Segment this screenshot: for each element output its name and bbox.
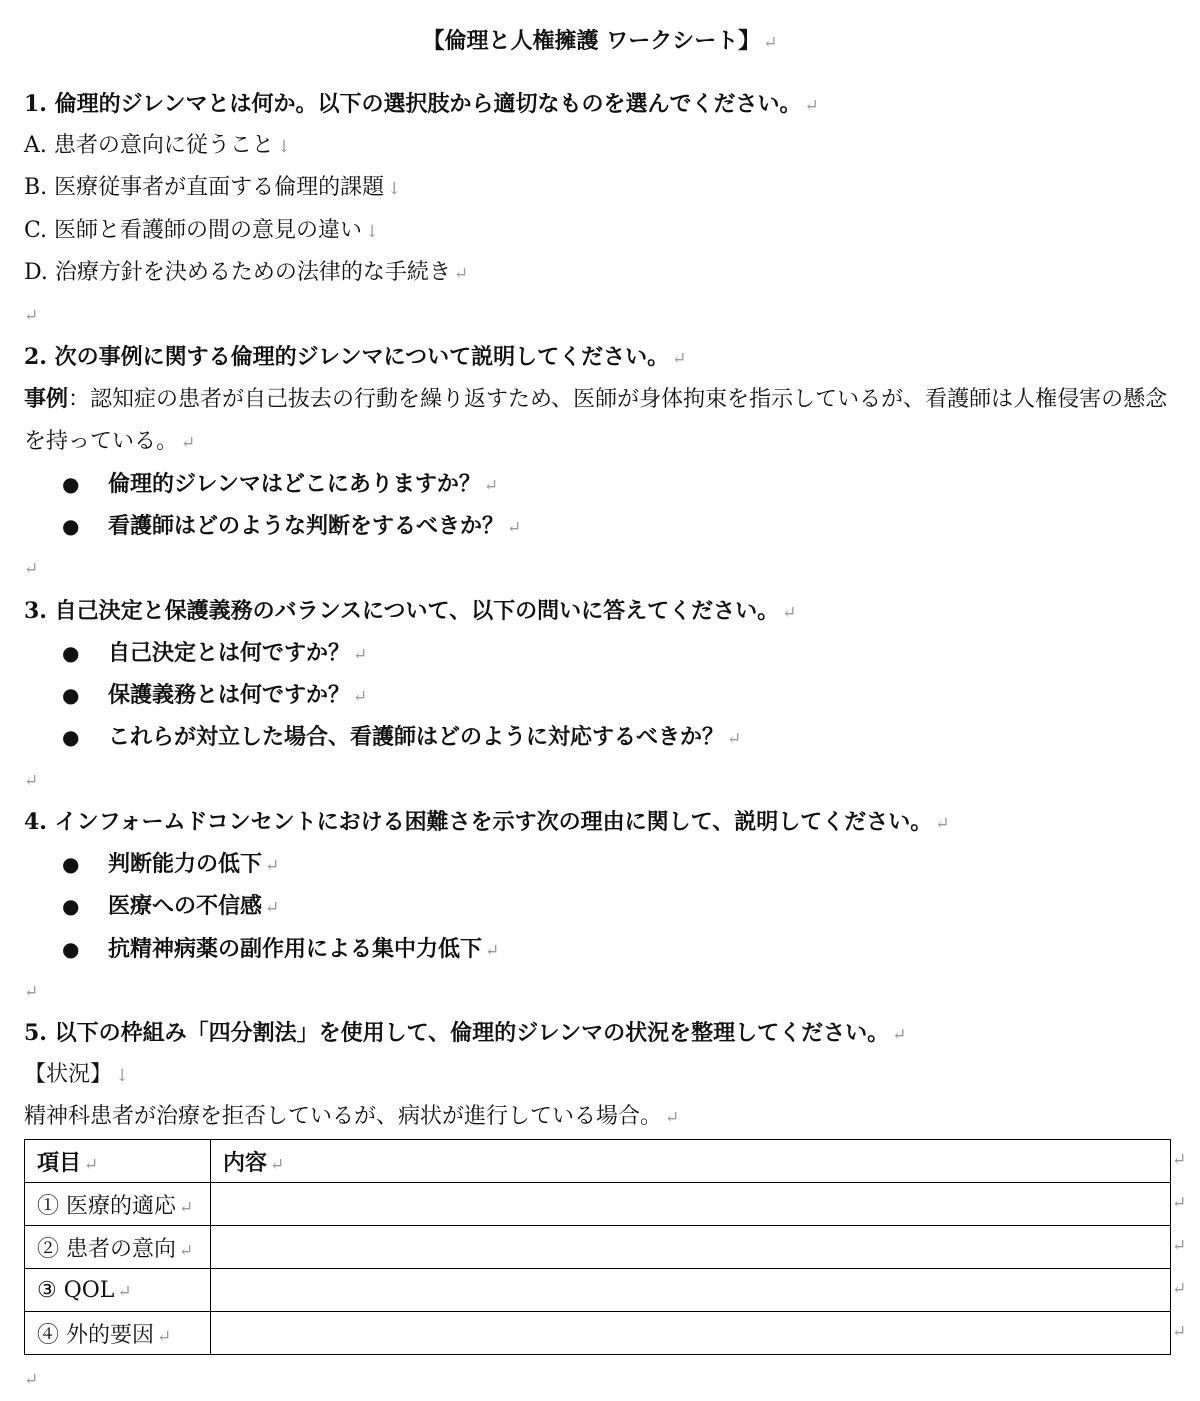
question-2-heading: 2. 次の事例に関する倫理的ジレンマについて説明してください。 ↵ [24, 344, 687, 370]
q4-bullet: ● 医療への不信感 ↵ [62, 893, 280, 919]
row-end-mark: ↵ [1172, 1236, 1187, 1256]
q1-option-a: A. 患者の意向に従うこと ↓ [24, 133, 292, 158]
question-1-heading: 1. 倫理的ジレンマとは何か。以下の選択肢から適切なものを選んでください。 ↵ [24, 91, 819, 117]
q4-bullet: ● 判断能力の低下 ↵ [62, 851, 280, 877]
table-row [25, 1312, 1171, 1355]
row-end-mark: ↵ [1172, 1150, 1187, 1170]
table-row [25, 1226, 1171, 1269]
row-end-mark: ↵ [1172, 1322, 1187, 1342]
empty-paragraph: ↵ [24, 771, 39, 791]
question-4-heading: 4. インフォームドコンセントにおける困難さを示す次の理由に関して、説明してください。 ↵ [24, 809, 950, 835]
empty-paragraph: ↵ [24, 982, 39, 1002]
q2-case: 事例：認知症の患者が自己抜去の行動を繰り返すため、医師が身体拘束を指示しているが、看護師は人権侵害の懸念を持っている。 ↵ [24, 386, 1168, 454]
table-row-label: ② 患者の意向 ↵ [25, 1226, 211, 1269]
q2-bullet: ● 倫理的ジレンマはどこにありますか？ ↵ [62, 471, 499, 497]
q1-option-b: B. 医療従事者が直面する倫理的課題 ↓ [24, 175, 402, 200]
page-title: 【倫理と人権擁護 ワークシート】 ↵ [422, 28, 778, 54]
q3-bullet: ● 保護義務とは何ですか？ ↵ [62, 682, 368, 708]
row-end-mark: ↵ [1172, 1279, 1187, 1299]
empty-paragraph: ↵ [24, 1370, 39, 1390]
q3-bullet: ● これらが対立した場合、看護師はどのように対応するべきか？ ↵ [62, 724, 742, 750]
table-input-cell[interactable] [211, 1312, 1171, 1355]
empty-paragraph: ↵ [24, 306, 39, 326]
table-input-cell[interactable] [211, 1183, 1171, 1226]
q1-option-d: D. 治療方針を決めるための法律的な手続き ↵ [24, 260, 469, 285]
table-row [25, 1269, 1171, 1312]
row-end-mark: ↵ [1172, 1193, 1187, 1213]
question-3-heading: 3. 自己決定と保護義務のバランスについて、以下の問いに答えてください。 ↵ [24, 598, 797, 624]
q2-bullet: ● 看護師はどのような判断をするべきか？ ↵ [62, 513, 522, 539]
four-box-table [24, 1139, 1171, 1355]
table-row-label: ④ 外的要因 ↵ [25, 1312, 211, 1355]
table-header-cell: 内容 ↵ [211, 1140, 1171, 1183]
table-input-cell[interactable] [211, 1226, 1171, 1269]
situation-text: 精神科患者が治療を拒否しているが、病状が進行している場合。 ↵ [24, 1104, 680, 1129]
q4-bullet: ● 抗精神病薬の副作用による集中力低下 ↵ [62, 936, 500, 962]
table-row [25, 1183, 1171, 1226]
q1-option-c: C. 医師と看護師の間の意見の違い ↓ [24, 218, 380, 243]
case-label: 事例 [24, 386, 69, 412]
table-row-label: ③ QOL ↵ [25, 1269, 211, 1312]
situation-label: 【状況】 ↓ [24, 1062, 130, 1087]
q3-bullet: ● 自己決定とは何ですか？ ↵ [62, 640, 368, 666]
empty-paragraph: ↵ [24, 559, 39, 579]
question-5-heading: 5. 以下の枠組み「四分割法」を使用して、倫理的ジレンマの状況を整理してください。 ↵ [24, 1020, 907, 1046]
table-input-cell[interactable] [211, 1269, 1171, 1312]
table-header-cell: 項目 ↵ [25, 1140, 211, 1183]
table-row-label: ① 医療的適応 ↵ [25, 1183, 211, 1226]
table-header-row [25, 1140, 1171, 1183]
